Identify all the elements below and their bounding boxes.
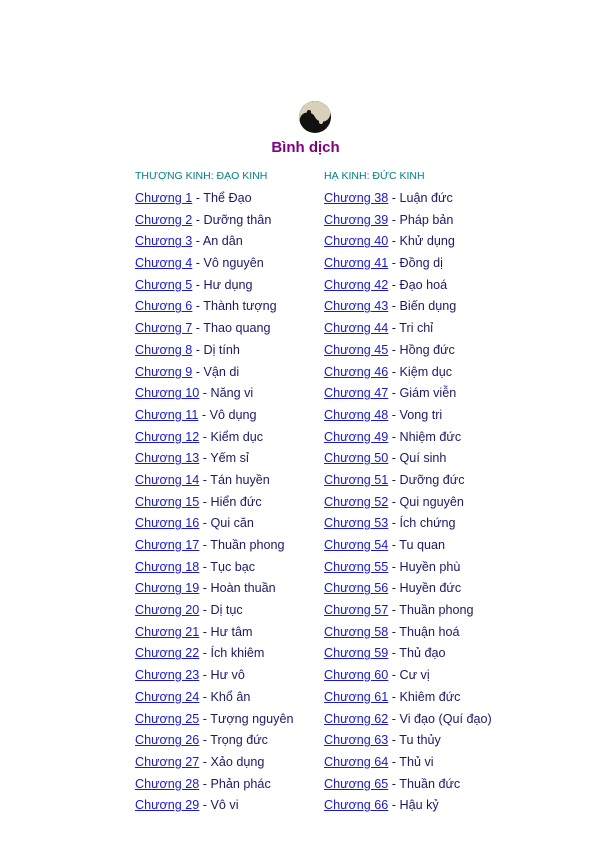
chapter-title: Kiểm dục [210, 429, 264, 444]
chapter-link[interactable]: Chương 17 [135, 538, 200, 552]
chapter-link[interactable]: Chương 60 [324, 668, 389, 683]
chapter-link[interactable]: Chương 63 [324, 733, 389, 748]
chapter-title: Hiển đức [210, 494, 262, 509]
section-heading: HẠ KINH: ĐỨC KINH [324, 170, 425, 182]
chapter-item: Chương 62 - Vi đạo (Quí đạo) [324, 711, 492, 726]
chapter-item: Chương 50 - Quí sinh [324, 451, 447, 466]
section-ha-kinh [324, 168, 492, 817]
chapter-item: Chương 65 - Thuần đức [324, 776, 461, 791]
chapter-link[interactable]: Chương 45 [324, 342, 389, 357]
chapter-link[interactable]: Chương 65 [324, 776, 389, 791]
chapter-link[interactable]: Chương 40 [324, 234, 389, 249]
yin-yang-icon [298, 100, 332, 134]
chapter-link[interactable]: Chương 47 [324, 386, 389, 401]
chapter-item: Chương 11 - Vô dụng [135, 407, 257, 422]
chapter-link[interactable]: Chương 56 [324, 581, 389, 596]
chapter-item: Chương 59 - Thủ đạo [324, 646, 446, 661]
chapter-title: Vong tri [399, 407, 443, 422]
chapter-item: Chương 17 - Thuần phong [135, 538, 285, 552]
chapter-item: Chương 51 - Dưỡng đức [324, 472, 465, 487]
chapter-item: Chương 5 - Hư dụng [135, 277, 253, 292]
chapter-item: Chương 20 - Dị tục [135, 603, 243, 618]
chapter-item: Chương 58 - Thuận hoá [324, 624, 460, 639]
chapter-link[interactable]: Chương 13 [135, 451, 200, 466]
chapter-title: Qui nguyên [399, 494, 464, 509]
chapter-title: Quí sinh [399, 451, 447, 466]
chapter-item: Chương 44 - Tri chỉ [324, 321, 434, 336]
chapter-title: Phản phác [210, 776, 271, 791]
chapter-item: Chương 39 - Pháp bản [324, 212, 454, 227]
chapter-link[interactable]: Chương 6 [135, 299, 193, 314]
chapter-title: Hư vô [210, 668, 245, 683]
chapter-link[interactable]: Chương 38 [324, 191, 389, 205]
chapter-item: Chương 45 - Hồng đức [324, 342, 455, 357]
chapter-title: Thuần phong [399, 603, 474, 618]
chapter-link[interactable]: Chương 4 [135, 256, 193, 271]
chapter-title: Ích chứng [399, 516, 456, 531]
chapter-link[interactable]: Chương 46 [324, 364, 389, 379]
chapter-title: Hoàn thuần [210, 581, 276, 596]
chapter-item: Chương 2 - Dưỡng thân [135, 212, 272, 227]
chapter-title: Vô dụng [209, 407, 257, 422]
chapter-item: Chương 40 - Khử dụng [324, 234, 455, 249]
chapter-link[interactable]: Chương 11 [135, 407, 199, 422]
chapter-item: Chương 8 - Dị tính [135, 342, 240, 357]
chapter-item: Chương 63 - Tu thủy [324, 733, 441, 748]
chapter-title: Thuần phong [210, 538, 285, 552]
chapter-link[interactable]: Chương 59 [324, 646, 389, 661]
chapter-title: Tu thủy [399, 733, 441, 748]
chapter-item: Chương 53 - Ích chứng [324, 516, 456, 531]
chapter-title: Xảo dụng [210, 754, 265, 769]
chapter-link[interactable]: Chương 16 [135, 516, 200, 531]
chapter-item: Chương 3 - An dân [135, 234, 243, 249]
chapter-link[interactable]: Chương 23 [135, 668, 200, 683]
chapter-item: Chương 48 - Vong tri [324, 407, 443, 422]
chapter-title: Biến dụng [399, 299, 457, 314]
chapter-title: Tán huyền [210, 472, 270, 487]
chapter-link[interactable]: Chương 57 [324, 603, 389, 618]
chapter-item: Chương 7 - Thao quang [135, 321, 271, 336]
chapter-title: Thuần đức [399, 776, 461, 791]
chapter-title: Thể Đạo [203, 191, 252, 205]
chapter-title: Năng vi [210, 386, 254, 401]
chapter-item: Chương 15 - Hiển đức [135, 494, 262, 509]
chapter-item: Chương 27 - Xảo dụng [135, 754, 265, 769]
chapter-link[interactable]: Chương 25 [135, 711, 200, 726]
chapter-title: Khiêm đức [399, 689, 461, 704]
chapter-link[interactable]: Chương 44 [324, 321, 389, 336]
chapter-item: Chương 26 - Trọng đức [135, 733, 268, 748]
chapter-item: Chương 47 - Giám viễn [324, 386, 457, 401]
chapter-item: Chương 41 - Đồng dị [324, 256, 443, 271]
chapter-title: Thuận hoá [399, 624, 460, 639]
chapter-title: An dân [202, 234, 243, 249]
chapter-link[interactable]: Chương 42 [324, 277, 389, 292]
chapter-link[interactable]: Chương 58 [324, 624, 389, 639]
chapter-item: Chương 19 - Hoàn thuần [135, 581, 276, 596]
chapter-title: Khử dụng [399, 234, 455, 249]
chapter-item: Chương 52 - Qui nguyên [324, 494, 464, 509]
chapter-title: Pháp bản [399, 212, 454, 227]
chapter-item: Chương 56 - Huyền đức [324, 581, 462, 596]
chapter-item: Chương 21 - Hư tâm [135, 624, 253, 639]
chapter-link[interactable]: Chương 26 [135, 733, 200, 748]
chapter-link[interactable]: Chương 24 [135, 689, 200, 704]
chapter-item: Chương 25 - Tượng nguyên [135, 711, 294, 726]
chapter-item: Chương 61 - Khiêm đức [324, 689, 461, 704]
chapter-title: Hư dụng [203, 277, 253, 292]
chapter-link[interactable]: Chương 9 [135, 364, 193, 379]
chapter-link[interactable]: Chương 3 [135, 234, 193, 249]
chapter-item: Chương 12 - Kiểm dục [135, 429, 264, 444]
chapter-item: Chương 66 - Hậu kỷ [324, 798, 439, 813]
chapter-link[interactable]: Chương 43 [324, 299, 389, 314]
chapter-item: Chương 55 - Huyền phù [324, 559, 461, 574]
chapter-title: Kiệm dục [399, 364, 453, 379]
chapter-title: Qui căn [210, 516, 254, 531]
chapter-item: Chương 6 - Thành tượng [135, 299, 277, 314]
chapter-link[interactable]: Chương 10 [135, 386, 200, 401]
chapter-link[interactable]: Chương 66 [324, 798, 389, 813]
chapter-link[interactable]: Chương 1 [135, 191, 193, 205]
chapter-link[interactable]: Chương 62 [324, 711, 389, 726]
chapter-item: Chương 9 - Vận di [135, 364, 240, 379]
chapter-item: Chương 49 - Nhiệm đức [324, 429, 462, 444]
chapter-link[interactable]: Chương 50 [324, 451, 389, 466]
chapter-item: Chương 54 - Tu quan [324, 538, 446, 552]
chapter-item: Chương 38 - Luận đức [324, 191, 453, 205]
chapter-title: Ích khiêm [210, 646, 265, 661]
chapter-item: Chương 10 - Năng vi [135, 386, 254, 401]
section-heading: THƯỢNG KINH: ĐẠO KINH [135, 170, 268, 182]
chapter-item: Chương 4 - Vô nguyên [135, 256, 264, 271]
page-title: Bình dịch [271, 139, 340, 156]
chapter-title: Yếm sỉ [210, 451, 249, 466]
chapter-title: Hậu kỷ [399, 798, 439, 813]
chapter-link[interactable]: Chương 29 [135, 798, 200, 813]
chapter-title: Huyền đức [399, 581, 462, 596]
chapter-title: Thao quang [203, 321, 271, 336]
chapter-title: Dị tục [210, 603, 243, 618]
chapter-title: Tri chỉ [399, 321, 434, 336]
chapter-title: Dị tính [203, 342, 240, 357]
chapter-title: Đạo hoá [399, 277, 448, 292]
chapter-title: Tu quan [399, 538, 446, 552]
chapter-link[interactable]: Chương 27 [135, 754, 200, 769]
chapter-item: Chương 16 - Qui căn [135, 516, 254, 531]
chapter-link[interactable]: Chương 22 [135, 646, 200, 661]
chapter-item: Chương 13 - Yếm sỉ [135, 451, 249, 466]
chapter-title: Giám viễn [399, 386, 457, 401]
chapter-title: Tượng nguyên [210, 711, 294, 726]
chapter-link[interactable]: Chương 52 [324, 494, 389, 509]
chapter-title: Vận di [203, 364, 240, 379]
chapter-item: Chương 57 - Thuần phong [324, 603, 474, 618]
chapter-title: Luận đức [399, 191, 453, 205]
chapter-link[interactable]: Chương 64 [324, 754, 389, 769]
chapter-title: Dưỡng đức [399, 472, 465, 487]
chapter-link[interactable]: Chương 20 [135, 603, 200, 618]
chapter-title: Vi đạo (Quí đạo) [399, 711, 492, 726]
chapter-list [135, 188, 294, 817]
chapter-item: Chương 18 - Tục bạc [135, 559, 256, 574]
chapter-title: Khổ ân [210, 689, 251, 704]
chapter-link[interactable]: Chương 7 [135, 321, 193, 336]
chapter-link[interactable]: Chương 54 [324, 538, 389, 552]
chapter-link[interactable]: Chương 12 [135, 429, 200, 444]
chapter-link[interactable]: Chương 49 [324, 429, 389, 444]
chapter-item: Chương 42 - Đạo hoá [324, 277, 448, 292]
chapter-title: Hồng đức [399, 342, 455, 357]
chapter-item: Chương 29 - Vô vi [135, 798, 239, 813]
chapter-item: Chương 60 - Cư vị [324, 668, 430, 683]
chapter-link[interactable]: Chương 61 [324, 689, 389, 704]
chapter-link[interactable]: Chương 41 [324, 256, 389, 271]
chapter-title: Thủ vi [399, 754, 434, 769]
section-thuong-kinh [135, 168, 294, 817]
chapter-link[interactable]: Chương 53 [324, 516, 389, 531]
chapter-item: Chương 28 - Phản phác [135, 776, 271, 791]
chapter-title: Vô vi [210, 798, 239, 813]
chapter-item: Chương 64 - Thủ vi [324, 754, 434, 769]
chapter-link[interactable]: Chương 28 [135, 776, 200, 791]
chapter-link[interactable]: Chương 14 [135, 472, 200, 487]
chapter-link[interactable]: Chương 18 [135, 559, 200, 574]
chapter-item: Chương 43 - Biến dụng [324, 299, 457, 314]
chapter-title: Dưỡng thân [203, 212, 272, 227]
chapter-title: Đồng dị [399, 256, 443, 271]
chapter-title: Vô nguyên [203, 256, 264, 271]
chapter-title: Huyền phù [399, 559, 461, 574]
chapter-title: Tục bạc [210, 559, 256, 574]
chapter-title: Cư vị [399, 668, 430, 683]
chapter-item: Chương 23 - Hư vô [135, 668, 245, 683]
chapter-item: Chương 14 - Tán huyền [135, 472, 270, 487]
chapter-title: Trọng đức [210, 733, 268, 748]
chapter-title: Thủ đạo [399, 646, 446, 661]
chapter-link[interactable]: Chương 21 [135, 624, 200, 639]
chapter-title: Hư tâm [210, 624, 253, 639]
chapter-link[interactable]: Chương 2 [135, 212, 193, 227]
chapter-link[interactable]: Chương 15 [135, 494, 200, 509]
chapter-item: Chương 22 - Ích khiêm [135, 646, 265, 661]
chapter-link[interactable]: Chương 48 [324, 407, 389, 422]
chapter-title: Thành tượng [203, 299, 277, 314]
chapter-link[interactable]: Chương 55 [324, 559, 389, 574]
chapter-link[interactable]: Chương 39 [324, 212, 389, 227]
chapter-link[interactable]: Chương 51 [324, 472, 389, 487]
chapter-link[interactable]: Chương 19 [135, 581, 200, 596]
chapter-item: Chương 1 - Thể Đạo [135, 191, 252, 205]
chapter-item: Chương 24 - Khổ ân [135, 689, 251, 704]
chapter-link[interactable]: Chương 5 [135, 277, 193, 292]
chapter-link[interactable]: Chương 8 [135, 342, 193, 357]
chapter-list [324, 188, 492, 817]
chapter-item: Chương 46 - Kiệm dục [324, 364, 453, 379]
chapter-title: Nhiệm đức [399, 429, 462, 444]
